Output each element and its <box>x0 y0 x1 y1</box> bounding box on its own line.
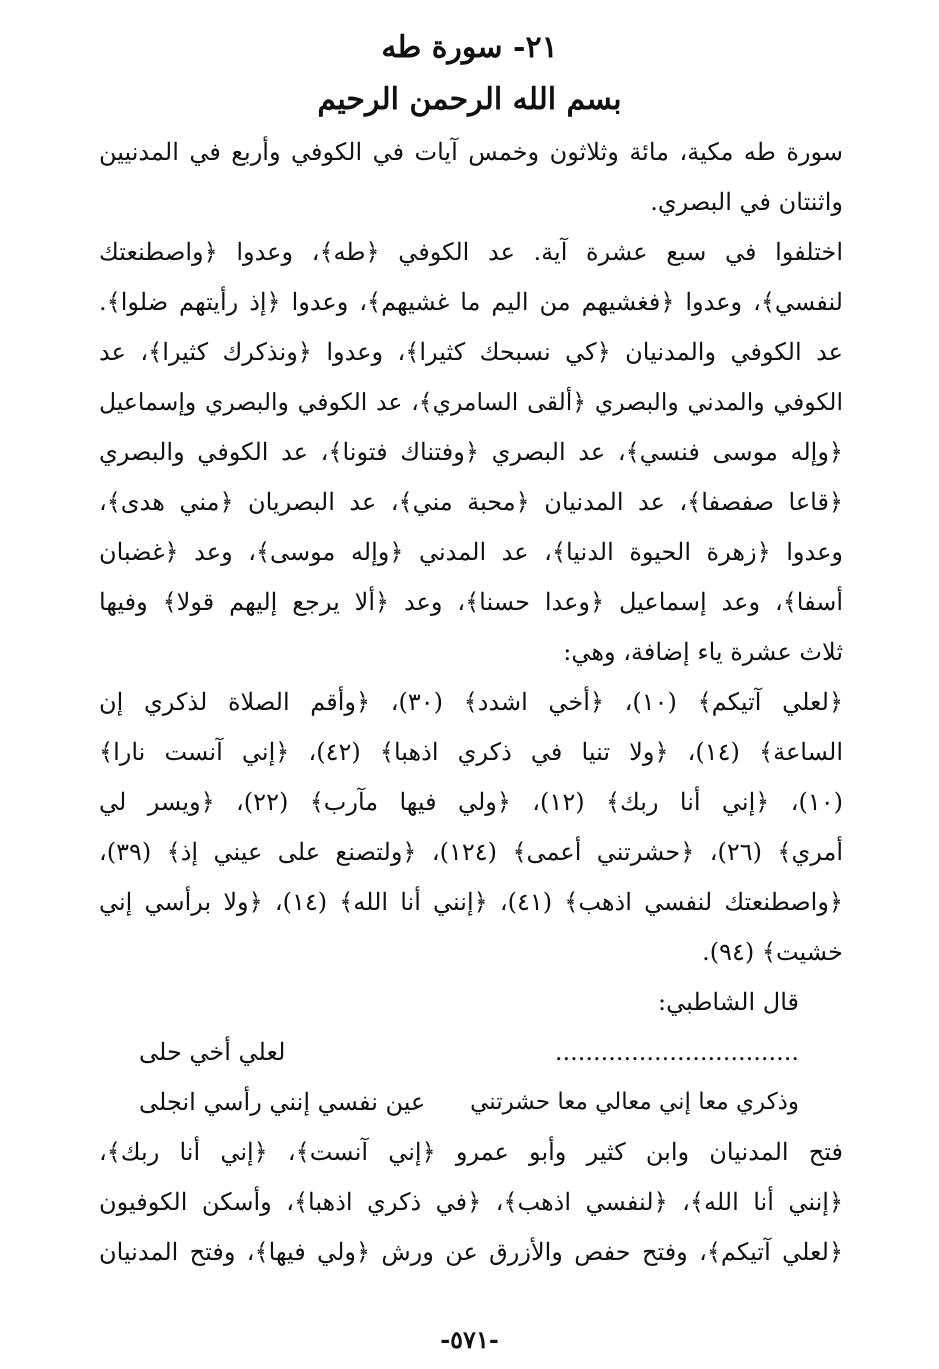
ya-idafa-line: ﴿لعلي آتيكم﴾ (١٠)، ﴿أخي اشدد﴾ (٣٠)، ﴿وأقم الصلاة لذكري إن <box>99 688 843 716</box>
basmala: بسم الله الرحمن الرحيم <box>317 82 622 117</box>
intro-line: سورة طه مكية، مائة وثلاثون وخمس آيات في الكوفي وأربع في المدنيين <box>99 138 843 166</box>
commentary-line: ﴿لعلي آتيكم﴾، وفتح حفص والأزرق عن ورش ﴿ولي فيها﴾، وفتح المدنيان <box>99 1238 843 1266</box>
verse-row <box>99 1082 799 1122</box>
differences-line: الكوفي والمدني والبصري ﴿ألقى السامري﴾، عد الكوفي والبصري وإسماعيل <box>99 388 843 416</box>
differences-line: وعدوا ﴿زهرة الحيوة الدنيا﴾، عد المدني ﴿وإله موسى﴾، وعد ﴿غضبان <box>99 538 843 566</box>
differences-line: لنفسي﴾، وعدوا ﴿فغشيهم من اليم ما غشيهم﴾، وعدوا ﴿إذ رأيتهم ضلوا﴾. <box>99 288 843 316</box>
verse-hemistich-left: لعلي أخي حلى <box>139 1038 286 1066</box>
surah-title: ٢١- سورة طه <box>381 30 558 65</box>
ya-idafa-line: أمري﴾ (٢٦)، ﴿حشرتني أعمى﴾ (١٢٤)، ﴿ولتصنع على عيني إذ﴾ (٣٩)، <box>99 838 843 866</box>
verse-hemistich-left: عين نفسي إنني رأسي انجلى <box>139 1088 426 1116</box>
ya-idafa-line: (١٠)، ﴿إني أنا ربك﴾ (١٢)، ﴿ولي فيها مآرب﴾ (٢٢)، ﴿ويسر لي <box>99 788 843 816</box>
verse-hemistich-right: ................................ <box>554 1038 799 1066</box>
shatibi-intro: قال الشاطبي: <box>658 988 799 1016</box>
page-number: -٥٧١- <box>440 1325 499 1354</box>
ya-idafa-line: ﴿واصطنعتك لنفسي اذهب﴾ (٤١)، ﴿إنني أنا الله﴾ (١٤)، ﴿ولا برأسي إني <box>99 888 843 916</box>
commentary-line: فتح المدنيان وابن كثير وأبو عمرو ﴿إني آنست﴾، ﴿إني أنا ربك﴾، <box>99 1138 843 1166</box>
verse-hemistich-right: وذكري معا إني معالي معا حشرتني <box>470 1089 799 1115</box>
differences-line: أسفا﴾، وعد إسماعيل ﴿وعدا حسنا﴾، وعد ﴿ألا يرجع إليهم قولا﴾ وفيها <box>99 588 843 616</box>
differences-line: اختلفوا في سبع عشرة آية. عد الكوفي ﴿طه﴾، وعدوا ﴿واصطنعتك <box>99 238 843 266</box>
verse-row <box>99 1032 799 1072</box>
differences-line: عد الكوفي والمدنيان ﴿كي نسبحك كثيرا﴾، وعدوا ﴿ونذكرك كثيرا﴾، عد <box>99 338 843 366</box>
differences-line: ﴿قاعا صفصفا﴾، عد المدنيان ﴿محبة مني﴾، عد البصريان ﴿مني هدى﴾، <box>99 488 843 516</box>
differences-line: ثلاث عشرة ياء إضافة، وهي: <box>563 638 843 666</box>
commentary-line: ﴿إنني أنا الله﴾، ﴿لنفسي اذهب﴾، ﴿في ذكري اذهبا﴾، وأسكن الكوفيون <box>99 1188 843 1216</box>
intro-line: واثنتان في البصري. <box>650 188 843 216</box>
ya-idafa-line: خشيت﴾ (٩٤). <box>702 938 843 966</box>
ya-idafa-line: الساعة﴾ (١٤)، ﴿ولا تنيا في ذكري اذهبا﴾ (٤٢)، ﴿إني آنست نارا﴾ <box>99 738 843 766</box>
differences-line: ﴿وإله موسى فنسي﴾، عد البصري ﴿وفتناك فتونا﴾، عد الكوفي والبصري <box>99 438 843 466</box>
